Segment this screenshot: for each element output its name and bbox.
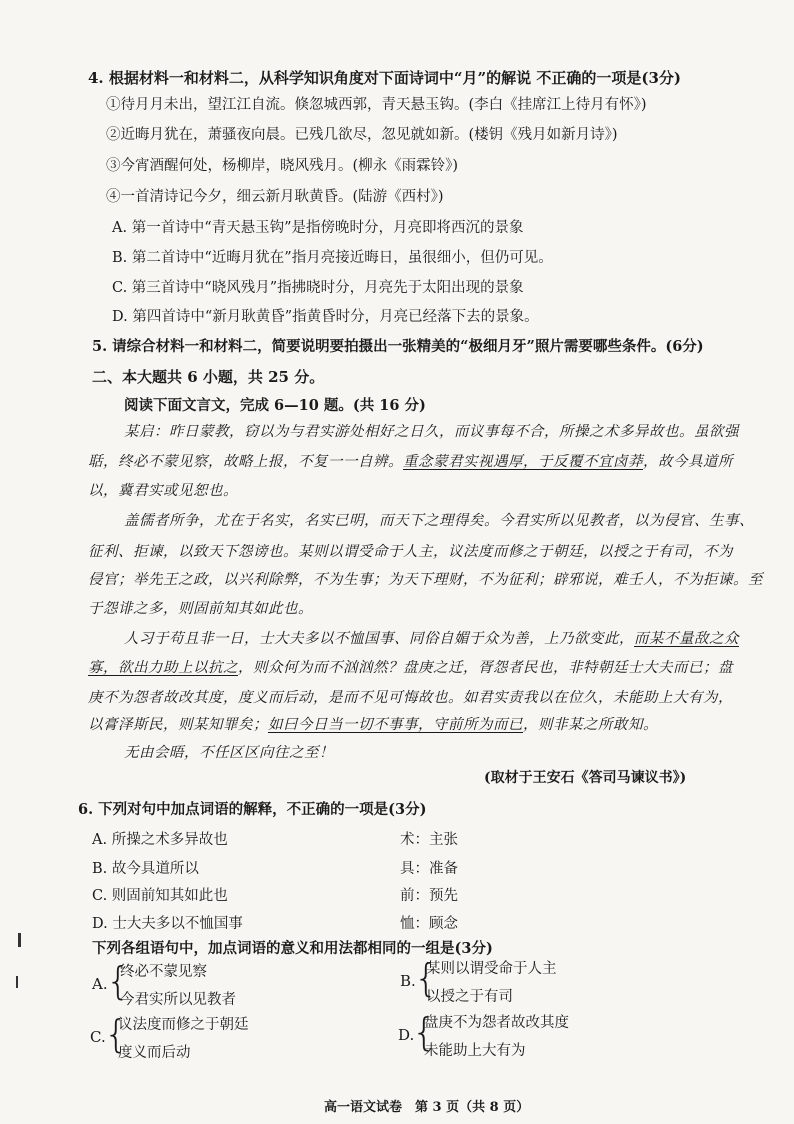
brace-icon: { <box>412 1010 437 1054</box>
passage-p4: 无由会晤，不任区区向往之至！ <box>124 745 334 761</box>
underlined-sentence-2a: 而某不量敌之众 <box>634 631 739 647</box>
q6-option-b-gloss: 具：准备 <box>400 861 458 877</box>
passage-p1-line1: 某启：昨日蒙教，窃以为与君实游处相好之日久，而议事每不合，所操之术多异故也。虽欲强 <box>124 424 739 440</box>
q6-option-c-sentence: C. 则固前知其如此也 <box>92 888 228 904</box>
scan-mark <box>18 933 21 947</box>
underlined-sentence-1: 重念蒙君实视遇厚，于反覆不宜卤莽 <box>403 454 643 470</box>
q7-group-b-line1: 某则以谓受命于人主 <box>426 961 557 977</box>
passage-p3-line1: 人习于苟且非一日，士大夫多以不恤国事、同俗自媚于众为善，上乃欲变此，而某不量敌之众 <box>124 631 739 647</box>
q6-option-a-gloss: 术：主张 <box>400 832 458 848</box>
q7-group-d-line1: 盘庚不为怨者故改其度 <box>424 1015 569 1031</box>
passage-p3-line2: 寡，欲出力助上以抗之，则众何为而不汹汹然？盘庚之迁，胥怨者民也，非特朝廷士大夫而已；盘 <box>88 660 733 676</box>
q4-option-b: B. 第二首诗中“近晦月犹在”指月亮接近晦日，虽很细小，但仍可见。 <box>112 250 553 266</box>
q4-poem-3: ③今宵酒醒何处，杨柳岸，晓风残月。(柳永《雨霖铃》) <box>106 158 459 174</box>
q7-group-a-line2: 今君实所以见教者 <box>120 992 236 1008</box>
brace-icon: { <box>104 1012 129 1056</box>
q7-group-b-letter: B. <box>400 972 416 990</box>
underlined-sentence-2b: 寡，欲出力助上以抗之 <box>88 660 238 676</box>
passage-p1-line2: 聒，终必不蒙见察，故略上报，不复一一自辨。重念蒙君实视遇厚，于反覆不宜卤莽，故今具道所 <box>88 454 733 470</box>
q7-group-d-line2: 未能助上大有为 <box>424 1043 526 1059</box>
q6-option-b-sentence: B. 故今具道所以 <box>92 861 199 877</box>
scan-mark <box>16 976 18 988</box>
passage-p2-line2: 征利、拒谏，以致天下怨谤也。某则以谓受命于人主，议法度而修之于朝廷，以授之于有司，不为 <box>88 544 733 560</box>
passage-p3-line4: 以膏泽斯民，则某知罪矣；如曰今日当一切不事事，守前所为而已，则非某之所敢知。 <box>88 717 658 733</box>
q7-group-c-line2: 度义而后动 <box>118 1045 191 1061</box>
q7-group-b-line2: 以授之于有司 <box>426 989 513 1005</box>
brace-icon: { <box>106 959 131 1003</box>
q4-stem: 4. 根据材料一和材料二，从科学知识角度对下面诗词中“月”的解说 不正确的一项是(3分) <box>88 69 681 87</box>
q4-option-c: C. 第三首诗中“晓风残月”指拂晓时分，月亮先于太阳出现的景象 <box>112 280 524 296</box>
q7-group-c-line1: 议法度而修之于朝廷 <box>118 1017 249 1033</box>
q6-option-c-gloss: 前：预先 <box>400 888 458 904</box>
q7-stem: 下列各组语句中，加点词语的意义和用法都相同的一组是(3分) <box>92 940 493 957</box>
section-2-intro: 阅读下面文言文，完成 6—10 题。(共 16 分) <box>124 397 426 414</box>
q4-poem-4: ④一首清诗记今夕，细云新月耿黄昏。(陆游《西村》) <box>106 189 444 205</box>
passage-source: (取材于王安石《答司马谏议书》) <box>484 770 687 786</box>
q6-stem: 6. 下列对句中加点词语的解释，不正确的一项是(3分) <box>78 801 427 818</box>
brace-icon: { <box>414 956 439 1000</box>
section-2-title: 二、本大题共 6 小题，共 25 分。 <box>92 368 325 386</box>
page-footer: 高一语文试卷 第 3 页（共 8 页） <box>324 1100 530 1115</box>
q6-option-d-sentence: D. 士大夫多以不恤国事 <box>92 916 243 932</box>
q7-group-d-letter: D. <box>398 1026 415 1044</box>
passage-p2-line4: 于怨诽之多，则固前知其如此也。 <box>88 601 313 617</box>
q6-option-a-sentence: A. 所操之术多异故也 <box>92 832 228 848</box>
q4-poem-2: ②近晦月犹在，萧骚夜向晨。已残几欲尽，忽见就如新。(楼钥《残月如新月诗》) <box>106 127 618 143</box>
q4-option-d: D. 第四首诗中“新月耿黄昏”指黄昏时分，月亮已经落下去的景象。 <box>112 309 539 325</box>
q7-group-a-letter: A. <box>92 975 108 993</box>
q7-group-a-line1: 终必不蒙见察 <box>120 964 207 980</box>
q4-option-a: A. 第一首诗中“青天悬玉钩”是指傍晚时分，月亮即将西沉的景象 <box>112 220 524 236</box>
passage-p3-line3: 庚不为怨者故改其度，度义而后动，是而不见可悔故也。如君实责我以在位久，未能助上大有为， <box>88 690 733 706</box>
passage-p1-line3: 以，冀君实或见恕也。 <box>88 483 238 499</box>
q6-option-d-gloss: 恤：顾念 <box>400 916 458 932</box>
q5-stem: 5. 请综合材料一和材料二，简要说明要拍摄出一张精美的“极细月牙”照片需要哪些条件。(6分) <box>92 338 704 355</box>
q4-poem-1: ①待月月未出，望江江自流。倏忽城西郭，青天悬玉钩。(李白《挂席江上待月有怀》) <box>106 97 647 113</box>
q7-group-c-letter: C. <box>90 1028 106 1046</box>
passage-p2-line3: 侵官；举先王之政，以兴利除弊，不为生事；为天下理财，不为征利；辟邪说，难壬人，不为拒谏。至 <box>88 572 763 588</box>
underlined-sentence-3: 如曰今日当一切不事事，守前所为而已 <box>268 717 523 733</box>
passage-p2-line1: 盖儒者所争，尤在于名实，名实已明，而天下之理得矣。今君实所以见教者，以为侵官、生事、 <box>124 513 754 529</box>
